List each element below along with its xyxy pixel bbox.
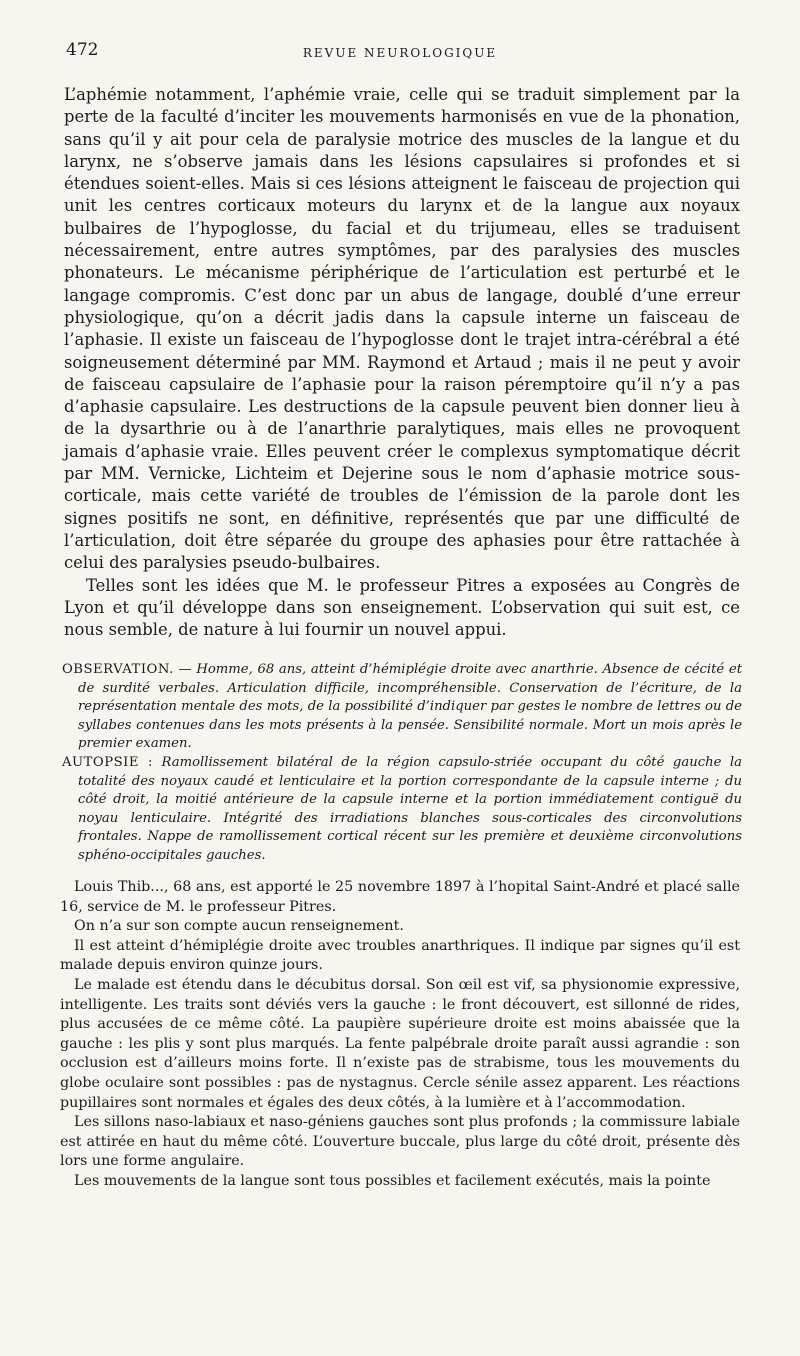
autopsie-label: AUTOPSIE :: [62, 754, 153, 770]
observation-paragraph: Les mouvements de la langue sont tous possibles et facilement exécutés, mais la pointe: [74, 1172, 711, 1189]
observation-paragraph: On n’a sur son compte aucun renseignement.: [74, 918, 404, 935]
observation-paragraph: Il est atteint d’hémiplégie droite avec troubles anarthriques. Il indique par signes qu’il est malade depuis environ quinze jours.: [60, 937, 740, 974]
observation-paragraph: Les sillons naso-labiaux et naso-géniens gauches sont plus profonds ; la commissure labiale est attirée en haut du même côté. L’ouverture buccale, plus large du côté droit, présente dès lors une forme angulaire.: [60, 1114, 740, 1170]
observation-summary: [62, 661, 742, 754]
observation-summary-text: — Homme, 68 ans, atteint d’hémiplégie droite avec anarthrie. Absence de cécité et de surdité verbales. Articulation difficile, incompréhensible. Conservation de l’écriture, de la représentation mentale des mots, de la possibilité d’indiquer par gestes le nombre de lettres ou de syllabes contenues dans les mots présents à la pensée. Sensibilité normale. Mort un mois après le premier examen.: [78, 662, 742, 752]
running-title: REVUE NEUROLOGIQUE: [302, 46, 498, 60]
page-number: 472: [66, 40, 99, 60]
main-text: [64, 84, 740, 641]
case-summary: [62, 661, 742, 866]
observation-label: OBSERVATION.: [62, 662, 174, 677]
main-paragraph: L’aphémie notamment, l’aphémie vraie, celle qui se traduit simplement par la perte de la faculté d’inciter les mouvements harmonisés en vue de la phonation, sans qu’il y ait pour cela de paralysie motrice des muscles de la langue et du larynx, ne s’observe jamais dans les lésions capsulaires si profondes et si étendues soient-elles. Mais si ces lésions atteignent le faisceau de projection qui unit les centres corticaux moteurs du larynx et de la langue aux noyaux bulbaires de l’hypoglosse, du facial et du trijumeau, elles se traduisent nécessairement, entre autres symptômes, par des paralysies des muscles phonateurs. Le mécanisme périphérique de l’articulation est perturbé et le langage compromis. C’est donc par un abus de langage, doublé d’une erreur physiologique, qu’on a décrit jadis dans la capsule interne un faisceau de l’aphasie. Il existe un faisceau de l’hypoglosse dont le trajet intra-cérébral a été soigneusement déterminé par MM. Raymond et Artaud ; mais il ne peut y avoir de faisceau capsulaire de l’aphasie pour la raison péremptoire qu’il n’y a pas d’aphasie capsulaire. Les destructions de la capsule peuvent bien donner lieu à de la dysarthrie ou à de l’anarthrie paralytiques, mais elles ne provoquent jamais d’aphasie vraie. Elles peuvent créer le complexus symptomatique décrit par MM. Vernicke, Lichteim et Dejerine sous le nom d’aphasie motrice sous-corticale, mais cette variété de troubles de l’émission de la parole dont les signes positifs ne sont, en définitive, représentés que par une difficulté de l’articulation, doit être séparée du groupe des aphasies pour être rattachée à celui des paralysies pseudo-bulbaires.: [64, 85, 740, 573]
observation-text: [60, 878, 740, 1192]
observation-paragraph: Louis Thib..., 68 ans, est apporté le 25 novembre 1897 à l’hopital Saint-André et placé salle 16, service de M. le professeur Pitres.: [60, 879, 740, 915]
autopsie-summary: [62, 754, 742, 866]
observation-paragraph: Le malade est étendu dans le décubitus dorsal. Son œil est vif, sa physionomie expressive, intelligente. Les traits sont déviés vers la gauche : le front découvert, est sillonné de rides, plus accusées de ce même côté. La paupière supérieure droite est moins abaissée que la gauche : les plis y sont plus marqués. La fente palpébrale droite paraît aussi agrandie : son occlusion est d’ailleurs moins forte. Il n’existe pas de strabisme, tous les mouvements du globe oculaire sont possibles : pas de nystagnus. Cercle sénile assez apparent. Les réactions pupillaires sont normales et égales des deux côtés, à la lumière et à l’accommodation.: [60, 976, 740, 1111]
main-paragraph: Telles sont les idées que M. le professeur Pitres a exposées au Congrès de Lyon et qu’il développe dans son enseignement. L’observation qui suit est, ce nous semble, de nature à lui fournir un nouvel appui.: [64, 575, 740, 640]
autopsie-summary-text: Ramollissement bilatéral de la région capsulo-striée occupant du côté gauche la totalité des noyaux caudé et lenticulaire et la portion correspondante de la capsule interne ; du côté droit, la moitié antérieure de la capsule interne et la portion immédiatement contiguë du noyau lenticulaire. Intégrité des irradiations blanches sous-corticales des circonvolutions frontales. Nappe de ramollissement cortical récent sur les première et deuxième circonvolutions sphéno-occipitales gauches.: [78, 754, 742, 863]
